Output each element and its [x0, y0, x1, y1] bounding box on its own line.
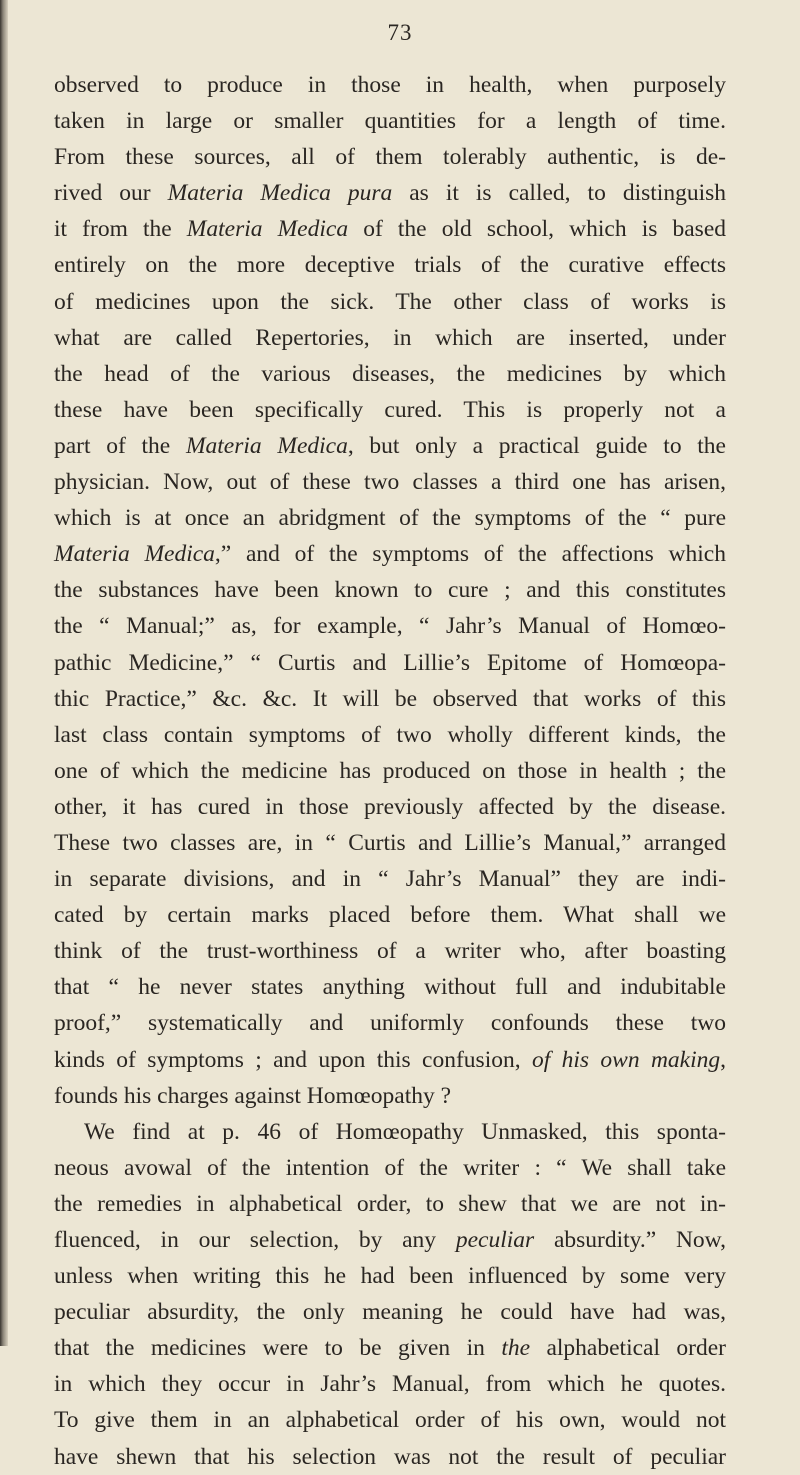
text-line: last class contain symptoms of two wholly different kinds, the: [54, 721, 726, 748]
text-line: thic Practice,” &c. &c. It will be observed that works of this: [54, 685, 726, 712]
text-line: kinds of symptoms ; and upon this confusion, of his own making,: [54, 1046, 726, 1073]
text-line: part of the Materia Medica, but only a practical guide to the: [54, 432, 726, 459]
italic-term: Materia Medica: [185, 432, 348, 459]
text-line: From these sources, all of them tolerably authentic, is de-: [54, 144, 726, 171]
text-line: rived our Materia Medica pura as it is called, to distinguish: [54, 180, 726, 207]
text-line: one of which the medicine has produced on those in health ; the: [54, 757, 726, 784]
text-line: that “ he never states anything without full and indubitable: [54, 974, 726, 1001]
text-line: unless when writing this he had been influenced by some very: [54, 1263, 726, 1290]
text-line: have shewn that his selection was not the result of peculiar: [54, 1443, 726, 1470]
text-line: taken in large or smaller quantities for a length of time.: [54, 108, 726, 135]
text-line: These two classes are, in “ Curtis and Lillie’s Manual,” arranged: [54, 829, 726, 856]
text-line: fluenced, in our selection, by any peculiar absurdity.” Now,: [54, 1227, 726, 1253]
italic-term: Materia Medica: [186, 216, 349, 243]
text-line: peculiar absurdity, the only meaning he could have had was,: [54, 1299, 726, 1326]
italic-term: of his own making: [531, 1046, 721, 1073]
italic-term: Materia Medica: [54, 541, 215, 568]
text-line: founds his charges against Homœopathy ?: [54, 1082, 452, 1109]
text-line: these have been specifically cured. This is properly not a: [54, 396, 726, 423]
text-line: the head of the various diseases, the medicines by which: [54, 360, 726, 387]
page-binding-edge: [0, 0, 8, 1346]
text-line: observed to produce in those in health, when purposely: [54, 72, 726, 98]
text-line: physician. Now, out of these two classes a third one has arisen,: [54, 469, 726, 496]
text-line: in which they occur in Jahr’s Manual, from which he quotes.: [54, 1371, 726, 1398]
text-line: which is at once an abridgment of the symptoms of the “ pure: [54, 505, 726, 532]
italic-term: the: [501, 1335, 531, 1362]
text-line: neous avowal of the intention of the writer : “ We shall take: [54, 1154, 726, 1181]
text-line: cated by certain marks placed before them. What shall we: [54, 902, 726, 929]
italic-term: Materia Medica pura: [167, 180, 393, 207]
text-line: the substances have been known to cure ; and this constitutes: [54, 577, 726, 604]
text-line: the “ Manual;” as, for example, “ Jahr’s Manual of Homœo-: [54, 613, 726, 640]
page-number: 73: [387, 20, 413, 45]
text-line: that the medicines were to be given in the alphabetical order: [54, 1335, 727, 1362]
text-line: proof,” systematically and uniformly confounds these two: [54, 1010, 726, 1037]
text-line: think of the trust-worthiness of a writer who, after boasting: [54, 938, 726, 965]
text-line: entirely on the more deceptive trials of the curative effects: [54, 252, 726, 279]
text-line: We find at p. 46 of Homœopathy Unmasked, this sponta-: [84, 1118, 726, 1145]
text-line: pathic Medicine,” “ Curtis and Lillie’s Epitome of Homœopa-: [54, 649, 726, 676]
text-line: of medicines upon the sick. The other class of works is: [54, 288, 726, 315]
text-line: To give them in an alphabetical order of his own, would not: [54, 1407, 726, 1434]
text-line: other, it has cured in those previously affected by the disease.: [54, 793, 726, 820]
body-text: [54, 67, 726, 1475]
text-line: it from the Materia Medica of the old school, which is based: [54, 216, 726, 243]
text-line: Materia Medica,” and of the symptoms of the affections which: [54, 541, 726, 568]
text-line: the remedies in alphabetical order, to shew that we are not in-: [54, 1190, 726, 1217]
text-line: in separate divisions, and in “ Jahr’s Manual” they are indi-: [54, 866, 726, 893]
italic-term: peculiar: [455, 1227, 535, 1253]
text-line: what are called Repertories, in which are inserted, under: [54, 324, 726, 351]
